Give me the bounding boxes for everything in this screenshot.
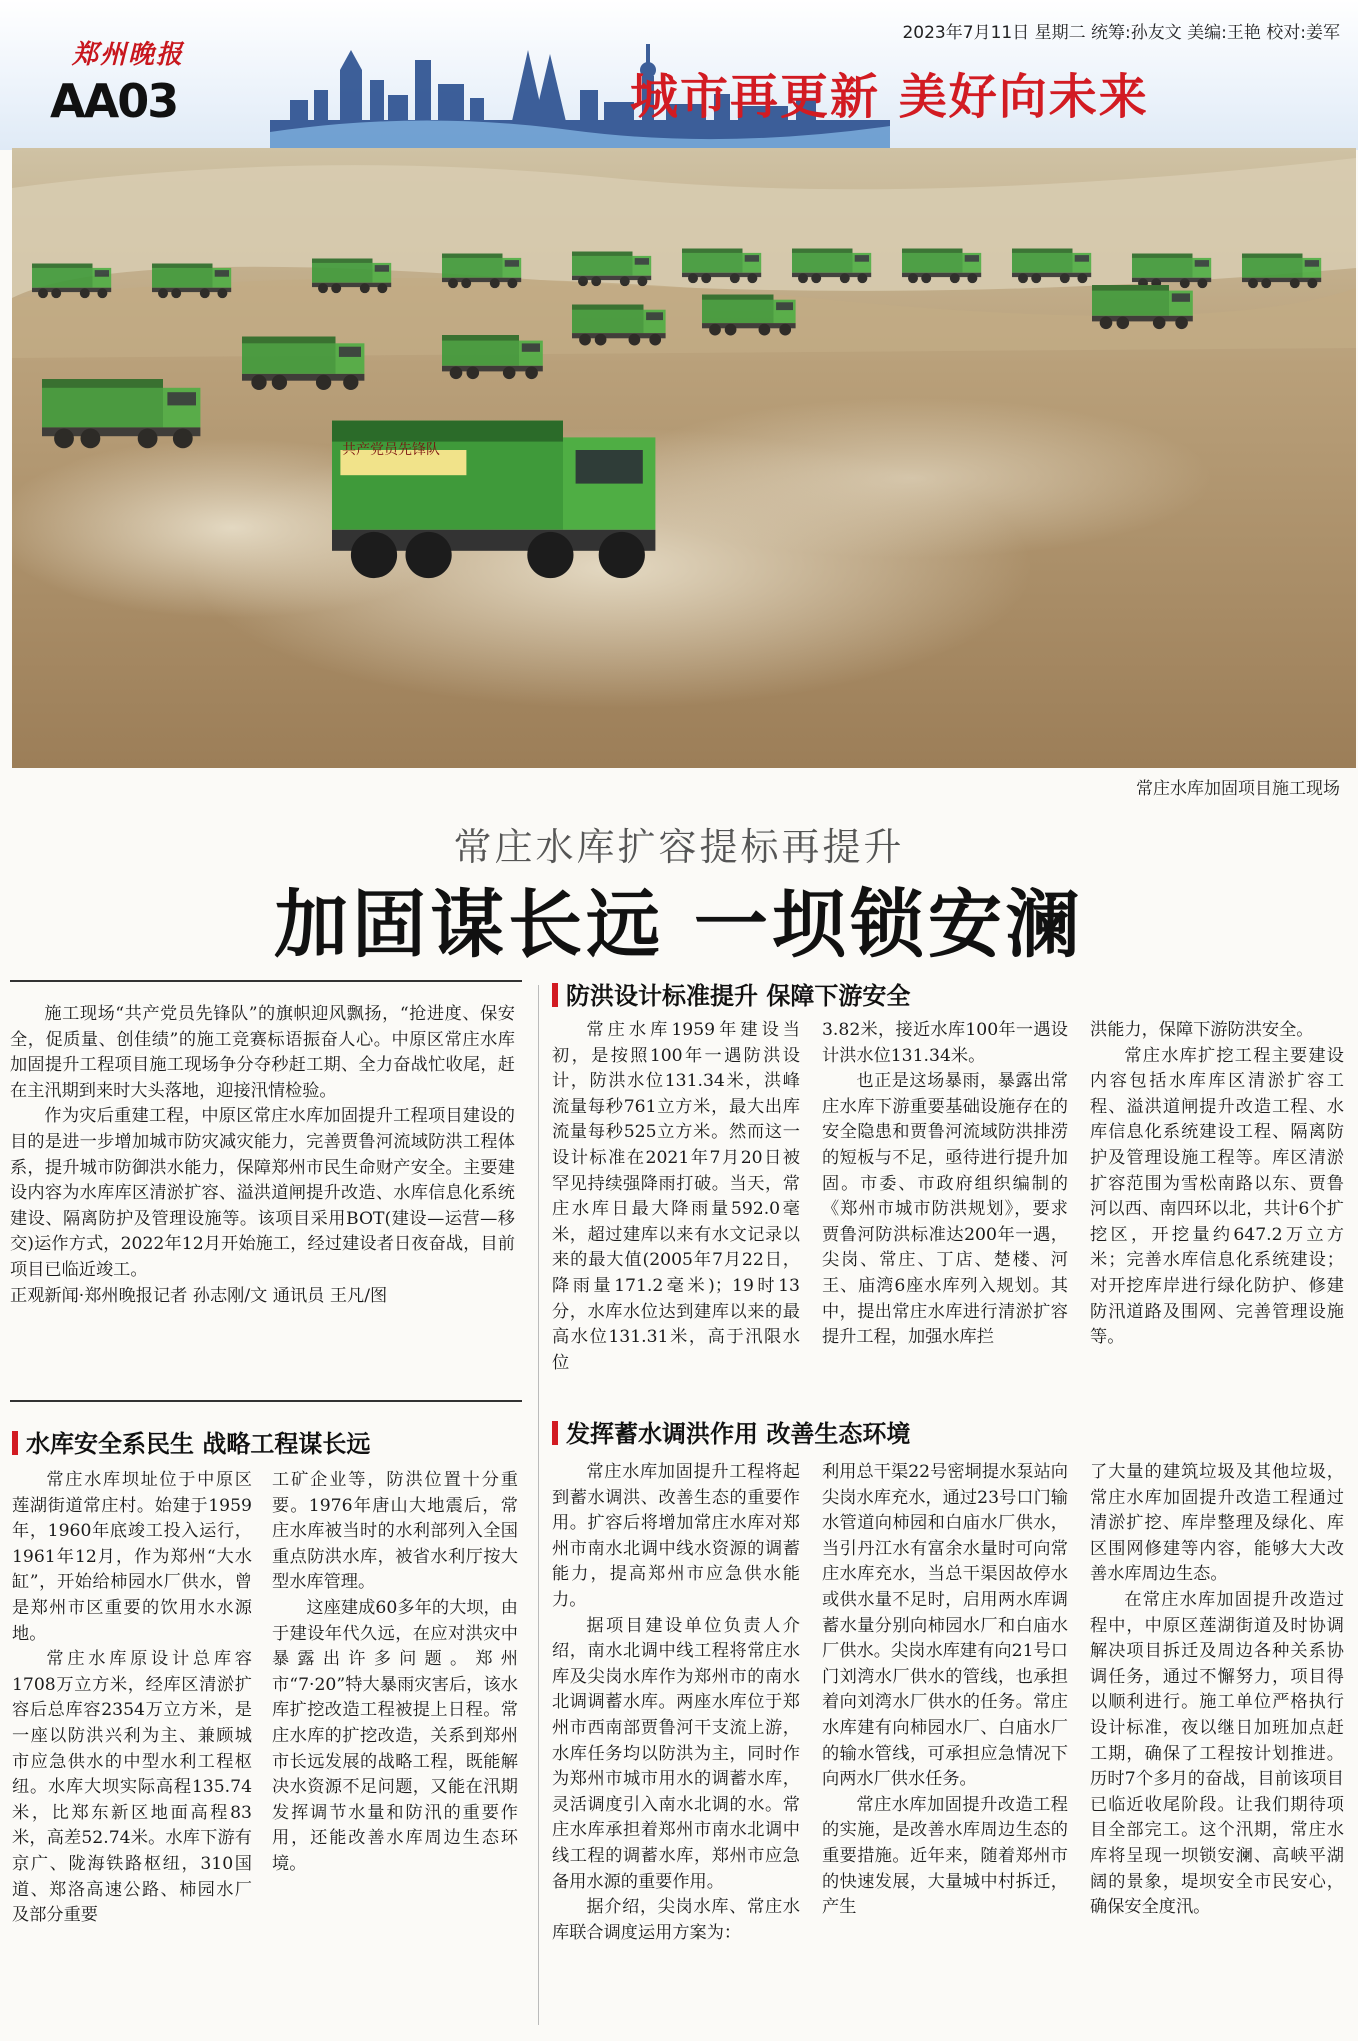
section3-col3 bbox=[1090, 1460, 1344, 1921]
paragraph: 这座建成60多年的大坝，由于建设年代久远，在应对洪灾中暴露出许多问题。郑州市“7·20”特大暴雨灾害后，该水库扩挖改造工程被提上日程。常庄水库的扩挖改造，关系到郑州市长远发展的战略工程，既能解决水资源不足问题，又能在汛期发挥调节水量和防汛的重要作用，还能改善水库周边生态环境。 bbox=[272, 1597, 518, 1874]
paragraph: 利用总干渠22号密垌提水泵站向尖岗水库充水，通过23号口门输水管道向柿园和白庙水厂供水，当引丹江水有富余水量时可向常庄水库充水，当总干渠因故停水或供水量不足时，启用两水库调蓄水量分别向柿园水厂和白庙水厂供水。尖岗水库建有向21号口门刘湾水厂供水的管线，也承担着向刘湾水厂供水的任务。常庄水库建有向柿园水厂、白庙水厂的输水管线，可承担应急情况下向两水厂供水任务。 bbox=[822, 1462, 1068, 1790]
construction-photo bbox=[12, 148, 1356, 768]
section2-col3 bbox=[1090, 1018, 1344, 1351]
paragraph: 据介绍，尖岗水库、常庄水库联合调度运用方案为： bbox=[552, 1897, 800, 1943]
page-slogan: 城市再更新 美好向未来 bbox=[630, 69, 1149, 125]
main-headline: 加固谋长远 一坝锁安澜 bbox=[274, 882, 1084, 968]
section2-col2 bbox=[822, 1018, 1068, 1351]
paragraph: 常庄水库加固提升工程将起到蓄水调洪、改善生态的重要作用。扩容后将增加常庄水库对郑州市南水北调中线水资源的调蓄能力，提高郑州市应急供水能力。 bbox=[552, 1462, 800, 1610]
page-number: AA03 bbox=[50, 74, 178, 128]
kicker-title: 常庄水库扩容提标再提升 bbox=[453, 825, 905, 869]
section2-col1 bbox=[552, 1018, 800, 1376]
paragraph: 常庄水库原设计总库容1708万立方米，经库区清淤扩容后总库容2354万立方米，是一座以防洪兴利为主、兼顾城市应急供水的中型水利工程枢纽。水库大坝实际高程135.74米，比郑东新区地面高程83米，高差52.74米。水库下游有京广、陇海铁路枢纽，310国道、郑洛高速公路、柿园水厂及部分重要 bbox=[12, 1649, 252, 1926]
intro-paragraph: 施工现场“共产党员先锋队”的旗帜迎风飘扬，“抢进度、保安全，促质量、创佳绩”的施工竞赛标语振奋人心。中原区常庄水库加固提升工程项目施工现场争分夺秒赶工期、全力奋战忙收尾，赶在主汛期到来时大头落地，迎接汛情检验。 bbox=[10, 1004, 515, 1101]
construction-site-image bbox=[12, 148, 1356, 768]
paragraph: 在常庄水库加固提升改造过程中，中原区莲湖街道及时协调解决项目拆迁及周边各种关系协调任务，通过不懈努力，项目得以顺利进行。施工单位严格执行设计标准，夜以继日加班加点赶工期，确保了工程按计划推进。历时7个多月的奋战，目前该项目已临近收尾阶段。让我们期待项目全部完工。这个汛期，常庄水库将呈现一坝锁安澜、高峡平湖阔的景象，堤坝安全市民安心，确保安全度汛。 bbox=[1090, 1589, 1344, 1918]
paragraph: 也正是这场暴雨，暴露出常庄水库下游重要基础设施存在的安全隐患和贾鲁河流域防洪排涝的短板与不足，亟待进行提升加固。市委、市政府组织编制的《郑州市城市防洪规划》，要求贾鲁河防洪标准达200年一遇，尖岗、常庄、丁店、楚楼、河王、庙湾6座水库列入规划。其中，提出常庄水库进行清淤扩容提升工程，加强水库拦 bbox=[822, 1071, 1068, 1348]
section3-col2 bbox=[822, 1460, 1068, 1921]
paper-name: 郑州晚报 bbox=[72, 40, 185, 70]
section-title-safety: 水库安全系民生 战略工程谋长远 bbox=[12, 1424, 370, 1459]
paragraph: 常庄水库加固提升改造工程的实施，是改善水库周边生态的重要措施。近年来，随着郑州市的快速发展，大量城中村拆迁，产生 bbox=[822, 1794, 1068, 1918]
paragraph: 常庄水库坝址位于中原区莲湖街道常庄村。始建于1959年，1960年底竣工投入运行，1961年12月，作为郑州“大水缸”，开始给柿园水厂供水，曾是郑州市区重要的饮用水水源地。 bbox=[12, 1470, 252, 1644]
paragraph: 洪能力，保障下游防洪安全。 bbox=[1090, 1020, 1314, 1040]
masthead bbox=[0, 0, 1358, 150]
section-title-flood: 防洪设计标准提升 保障下游安全 bbox=[552, 976, 910, 1011]
paragraph: 3.82米，接近水库100年一遇设计洪水位131.34米。 bbox=[822, 1020, 1068, 1066]
issue-meta: 2023年7月11日 星期二 统筹:孙友文 美编:王艳 校对:姜军 bbox=[902, 23, 1340, 43]
column-divider bbox=[538, 985, 539, 2025]
section-title-ecology: 发挥蓄水调洪作用 改善生态环境 bbox=[552, 1414, 910, 1449]
photo-caption: 常庄水库加固项目施工现场 bbox=[1136, 779, 1340, 799]
byline: 正观新闻·郑州晚报记者 孙志刚/文 通讯员 王凡/图 bbox=[10, 1285, 388, 1306]
paragraph: 据项目建设单位负责人介绍，南水北调中线工程将常庄水库及尖岗水库作为郑州市的南水北调调蓄水库。两座水库位于郑州市西南部贾鲁河干支流上游，水库任务均以防洪为主，同时作为郑州市城市用水的调蓄水库，灵活调度引入南水北调的水。常庄水库承担着郑州市南水北调中线工程的调蓄水库，郑州市应急备用水源的重要作用。 bbox=[552, 1615, 800, 1892]
paragraph: 工矿企业等，防洪位置十分重要。1976年唐山大地震后，常庄水库被当时的水利部列入全国重点防洪水库，被省水利厅按大型水库管理。 bbox=[272, 1470, 518, 1593]
section3-col1 bbox=[552, 1460, 800, 1946]
divider bbox=[10, 980, 522, 982]
paragraph: 了大量的建筑垃圾及其他垃圾，常庄水库加固提升改造工程通过清淤扩挖、库岸整理及绿化、库区围网修建等内容，能够大大改善水库周边生态。 bbox=[1090, 1462, 1344, 1585]
section1-col2 bbox=[272, 1468, 518, 1878]
truck-banner: 共产党员先锋队 bbox=[342, 442, 440, 458]
section1-col1 bbox=[12, 1468, 252, 1929]
paragraph: 常庄水库1959年建设当初，是按照100年一遇防洪设计，防洪水位131.34米，洪峰流量每秒761立方米，最大出库流量每秒525立方米。然而这一设计标准在2021年7月20日被罕见持续强降雨打破。当天，常庄水库日最大降雨量592.0毫米，超过建库以来有水文记录以来的最大值(2005年7月22日，降雨量171.2毫米)；19时13分，水库水位达到建库以来的最高水位131.31米，高于汛限水位 bbox=[552, 1020, 800, 1373]
divider bbox=[10, 1400, 522, 1402]
paragraph: 常庄水库扩挖工程主要建设内容包括水库库区清淤扩容工程、溢洪道闸提升改造工程、水库信息化系统建设工程、隔离防护及管理设施工程等。库区清淤扩容范围为雪松南路以东、贾鲁河以西、南四环以北，共计6个扩挖区，开挖量约647.2万立方米；完善水库信息化系统建设；对开挖库岸进行绿化防护、修建防汛道路及围网、完善管理设施等。 bbox=[1090, 1045, 1344, 1348]
intro-block bbox=[10, 1002, 515, 1309]
intro-paragraph: 作为灾后重建工程，中原区常庄水库加固提升工程项目建设的目的是进一步增加城市防灾减灾能力，完善贾鲁河流域防洪工程体系，提升城市防御洪水能力，保障郑州市民生命财产安全。主要建设内容为水库库区清淤扩容、溢洪道闸提升改造、水库信息化系统建设、隔离防护及管理设施等。该项目采用BOT(建设—运营—移交)运作方式，2022年12月开始施工，经过建设者日夜奋战，目前项目已临近竣工。 bbox=[10, 1106, 515, 1280]
